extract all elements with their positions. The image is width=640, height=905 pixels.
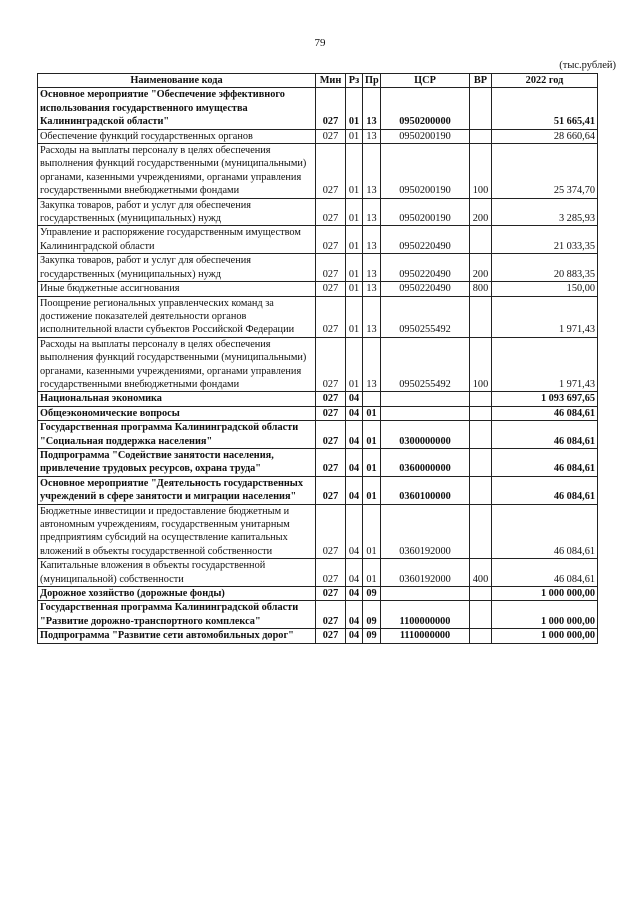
cell-min: 027 — [316, 129, 346, 143]
table-row — [38, 406, 598, 420]
table-row — [38, 282, 598, 296]
cell-min: 027 — [316, 296, 346, 337]
cell-csr: 0950255492 — [381, 296, 470, 337]
cell-rz: 01 — [346, 337, 363, 392]
cell-amount: 46 084,61 — [492, 476, 598, 504]
cell-min: 027 — [316, 601, 346, 629]
cell-name: Иные бюджетные ассигнования — [38, 282, 316, 296]
cell-pr: 09 — [363, 601, 381, 629]
cell-name: Основное мероприятие "Деятельность государственных учреждений в сфере занятости и миграции населения" — [38, 476, 316, 504]
cell-pr: 13 — [363, 337, 381, 392]
cell-vr — [470, 88, 492, 129]
cell-name: Капитальные вложения в объекты государственной (муниципальной) собственности — [38, 559, 316, 587]
table-row — [38, 296, 598, 337]
table-row — [38, 448, 598, 476]
header-min: Мин — [316, 74, 346, 88]
cell-name: Подпрограмма "Развитие сети автомобильных дорог" — [38, 629, 316, 643]
cell-vr — [470, 296, 492, 337]
cell-amount: 51 665,41 — [492, 88, 598, 129]
cell-min: 027 — [316, 559, 346, 587]
cell-csr: 1100000000 — [381, 601, 470, 629]
table-row — [38, 601, 598, 629]
cell-csr: 0950220490 — [381, 226, 470, 254]
cell-csr: 0950220490 — [381, 254, 470, 282]
cell-rz: 01 — [346, 129, 363, 143]
cell-amount: 1 000 000,00 — [492, 601, 598, 629]
table-row — [38, 504, 598, 559]
cell-min: 027 — [316, 448, 346, 476]
cell-name: Закупка товаров, работ и услуг для обеспечения государственных (муниципальных) нужд — [38, 198, 316, 226]
cell-csr: 0300000000 — [381, 421, 470, 449]
cell-vr — [470, 476, 492, 504]
cell-csr: 0950200190 — [381, 198, 470, 226]
cell-amount: 1 000 000,00 — [492, 629, 598, 643]
cell-amount: 150,00 — [492, 282, 598, 296]
cell-csr: 0360192000 — [381, 504, 470, 559]
cell-rz: 04 — [346, 601, 363, 629]
page-number: 79 — [314, 37, 326, 49]
cell-rz: 01 — [346, 254, 363, 282]
cell-rz: 04 — [346, 421, 363, 449]
cell-name: Закупка товаров, работ и услуг для обеспечения государственных (муниципальных) нужд — [38, 254, 316, 282]
cell-min: 027 — [316, 587, 346, 601]
cell-rz: 01 — [346, 282, 363, 296]
cell-rz: 04 — [346, 504, 363, 559]
cell-rz: 01 — [346, 88, 363, 129]
header-amount: 2022 год — [492, 74, 598, 88]
cell-name: Национальная экономика — [38, 392, 316, 406]
cell-name: Основное мероприятие "Обеспечение эффективного использования государственного имущества Калининградской области" — [38, 88, 316, 129]
cell-min: 027 — [316, 337, 346, 392]
cell-csr — [381, 392, 470, 406]
cell-name: Обеспечение функций государственных органов — [38, 129, 316, 143]
budget-table — [37, 73, 598, 644]
cell-min: 027 — [316, 392, 346, 406]
cell-name: Расходы на выплаты персоналу в целях обеспечения выполнения функций государственными (муниципальными) органами, казенными учреждениями, органами управления государственными внебюджетными фондами — [38, 337, 316, 392]
cell-pr: 01 — [363, 448, 381, 476]
table-row — [38, 198, 598, 226]
cell-name: Управление и распоряжение государственным имуществом Калининградской области — [38, 226, 316, 254]
cell-amount: 1 971,43 — [492, 296, 598, 337]
cell-min: 027 — [316, 254, 346, 282]
cell-min: 027 — [316, 504, 346, 559]
cell-vr — [470, 504, 492, 559]
cell-rz: 04 — [346, 406, 363, 420]
cell-csr: 0950200190 — [381, 129, 470, 143]
cell-pr: 13 — [363, 254, 381, 282]
cell-name: Бюджетные инвестиции и предоставление бюджетным и автономным учреждениям, государственным унитарным предприятиям субсидий на осуществление капитальных вложений в объекты государственной собственности — [38, 504, 316, 559]
cell-min: 027 — [316, 144, 346, 199]
cell-csr: 0950220490 — [381, 282, 470, 296]
cell-rz: 04 — [346, 448, 363, 476]
cell-csr: 0360100000 — [381, 476, 470, 504]
cell-pr: 09 — [363, 587, 381, 601]
cell-pr: 13 — [363, 198, 381, 226]
cell-csr: 0950255492 — [381, 337, 470, 392]
cell-amount: 1 971,43 — [492, 337, 598, 392]
cell-vr: 200 — [470, 198, 492, 226]
cell-csr: 0950200190 — [381, 144, 470, 199]
table-row — [38, 129, 598, 143]
cell-min: 027 — [316, 198, 346, 226]
cell-name: Общеэкономические вопросы — [38, 406, 316, 420]
cell-min: 027 — [316, 282, 346, 296]
cell-name: Государственная программа Калининградской области "Социальная поддержка населения" — [38, 421, 316, 449]
cell-min: 027 — [316, 226, 346, 254]
cell-pr: 01 — [363, 559, 381, 587]
cell-pr: 01 — [363, 406, 381, 420]
cell-pr — [363, 392, 381, 406]
cell-csr — [381, 406, 470, 420]
cell-vr: 100 — [470, 337, 492, 392]
cell-rz: 04 — [346, 392, 363, 406]
cell-amount: 46 084,61 — [492, 504, 598, 559]
cell-vr — [470, 226, 492, 254]
cell-vr — [470, 406, 492, 420]
table-row — [38, 559, 598, 587]
cell-pr: 13 — [363, 88, 381, 129]
cell-csr: 1110000000 — [381, 629, 470, 643]
header-csr: ЦСР — [381, 74, 470, 88]
cell-csr — [381, 587, 470, 601]
cell-vr — [470, 129, 492, 143]
cell-rz: 01 — [346, 226, 363, 254]
table-row — [38, 629, 598, 643]
cell-csr: 0360000000 — [381, 448, 470, 476]
cell-rz: 04 — [346, 587, 363, 601]
cell-pr: 09 — [363, 629, 381, 643]
table-row — [38, 254, 598, 282]
header-name: Наименование кода — [38, 74, 316, 88]
cell-amount: 1 093 697,65 — [492, 392, 598, 406]
cell-amount: 28 660,64 — [492, 129, 598, 143]
cell-pr: 01 — [363, 504, 381, 559]
table-row — [38, 144, 598, 199]
cell-vr — [470, 448, 492, 476]
cell-vr: 100 — [470, 144, 492, 199]
table-row — [38, 421, 598, 449]
cell-amount: 46 084,61 — [492, 559, 598, 587]
cell-amount: 21 033,35 — [492, 226, 598, 254]
cell-vr — [470, 587, 492, 601]
cell-amount: 1 000 000,00 — [492, 587, 598, 601]
cell-amount: 20 883,35 — [492, 254, 598, 282]
cell-amount: 25 374,70 — [492, 144, 598, 199]
cell-rz: 04 — [346, 629, 363, 643]
cell-vr — [470, 629, 492, 643]
cell-pr: 01 — [363, 476, 381, 504]
cell-min: 027 — [316, 406, 346, 420]
cell-csr: 0360192000 — [381, 559, 470, 587]
table-row — [38, 226, 598, 254]
cell-vr — [470, 392, 492, 406]
cell-pr: 13 — [363, 282, 381, 296]
cell-rz: 01 — [346, 144, 363, 199]
cell-name: Государственная программа Калининградской области "Развитие дорожно-транспортного комплекса" — [38, 601, 316, 629]
cell-min: 027 — [316, 476, 346, 504]
cell-amount: 3 285,93 — [492, 198, 598, 226]
unit-label: (тыс.рублей) — [559, 60, 616, 71]
cell-pr: 01 — [363, 421, 381, 449]
cell-csr: 0950200000 — [381, 88, 470, 129]
cell-vr: 800 — [470, 282, 492, 296]
cell-vr — [470, 601, 492, 629]
cell-vr: 400 — [470, 559, 492, 587]
cell-rz: 01 — [346, 296, 363, 337]
cell-pr: 13 — [363, 296, 381, 337]
cell-name: Подпрограмма "Содействие занятости населения, привлечение трудовых ресурсов, охрана труда" — [38, 448, 316, 476]
header-vr: ВР — [470, 74, 492, 88]
cell-rz: 04 — [346, 559, 363, 587]
cell-pr: 13 — [363, 129, 381, 143]
cell-amount: 46 084,61 — [492, 406, 598, 420]
cell-amount: 46 084,61 — [492, 448, 598, 476]
cell-name: Дорожное хозяйство (дорожные фонды) — [38, 587, 316, 601]
table-row — [38, 476, 598, 504]
header-pr: Пр — [363, 74, 381, 88]
cell-vr — [470, 421, 492, 449]
table-row — [38, 337, 598, 392]
table-row — [38, 88, 598, 129]
cell-min: 027 — [316, 88, 346, 129]
cell-amount: 46 084,61 — [492, 421, 598, 449]
cell-rz: 04 — [346, 476, 363, 504]
cell-name: Поощрение региональных управленческих команд за достижение показателей деятельности органов исполнительной власти субъектов Российской Федерации — [38, 296, 316, 337]
cell-vr: 200 — [470, 254, 492, 282]
header-rz: Рз — [346, 74, 363, 88]
table-body — [38, 88, 598, 643]
cell-min: 027 — [316, 421, 346, 449]
cell-name: Расходы на выплаты персоналу в целях обеспечения выполнения функций государственными (муниципальными) органами, казенными учреждениями, органами управления государственными внебюджетными фондами — [38, 144, 316, 199]
table-row — [38, 587, 598, 601]
header-row — [38, 74, 598, 88]
cell-pr: 13 — [363, 144, 381, 199]
cell-min: 027 — [316, 629, 346, 643]
table-row — [38, 392, 598, 406]
cell-rz: 01 — [346, 198, 363, 226]
cell-pr: 13 — [363, 226, 381, 254]
